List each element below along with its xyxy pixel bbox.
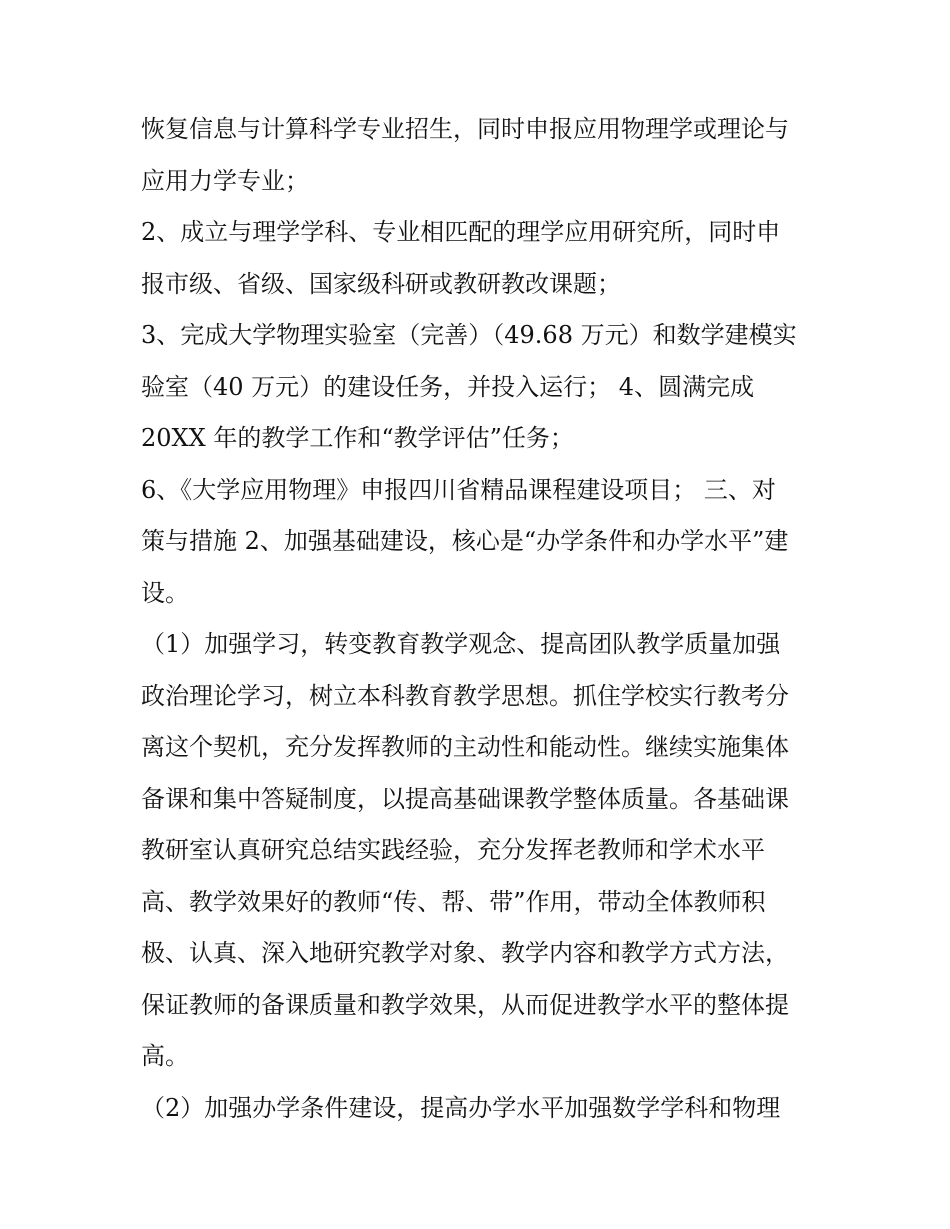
text-line: 政治理论学习，树立本科教育教学思想。抓住学校实行教考分 — [141, 681, 789, 710]
text-line: 6、《大学应用物理》申报四川省精品课程建设项目； 三、对 — [141, 475, 776, 504]
text-line: 20XX 年的教学工作和“教学评估”任务； — [141, 424, 574, 452]
text-line: 教研室认真研究总结实践经验，充分发挥老教师和学术水平 — [141, 836, 765, 864]
text-line: 策与措施 2、加强基础建设，核心是“办学条件和办学水平”建 — [141, 527, 789, 555]
text-line: 2、成立与理学学科、专业相匹配的理学应用研究所，同时申 — [141, 218, 781, 246]
text-line: （1）加强学习，转变教育教学观念、提高团队教学质量加强 — [141, 630, 781, 658]
text-line: （2）加强办学条件建设，提高办学水平加强数学学科和物理 — [141, 1093, 781, 1122]
text-line: 保证教师的备课质量和教学效果，从而促进教学水平的整体提 — [141, 990, 789, 1019]
text-line: 报市级、省级、国家级科研或教研教改课题； — [141, 269, 621, 298]
text-line: 离这个契机，充分发挥教师的主动性和能动性。继续实施集体 — [141, 733, 789, 761]
text-line: 设。 — [141, 578, 189, 607]
text-line: 3、完成大学物理实验室（完善）（49.68 万元）和数学建模实 — [141, 321, 797, 349]
text-line: 恢复信息与计算科学专业招生，同时申报应用物理学或理论与 — [141, 115, 789, 143]
text-line: 高。 — [141, 1042, 189, 1070]
text-line: 应用力学专业； — [141, 166, 309, 195]
document-body — [141, 104, 821, 1134]
text-line: 高、教学效果好的教师“传、帮、带”作用，带动全体教师积 — [141, 887, 766, 916]
text-line: 极、认真、深入地研究教学对象、教学内容和教学方式方法， — [141, 939, 789, 967]
text-line: 验室（40 万元）的建设任务，并投入运行； 4、圆满完成 — [141, 372, 755, 401]
text-line: 备课和集中答疑制度，以提高基础课教学整体质量。各基础课 — [141, 784, 789, 813]
